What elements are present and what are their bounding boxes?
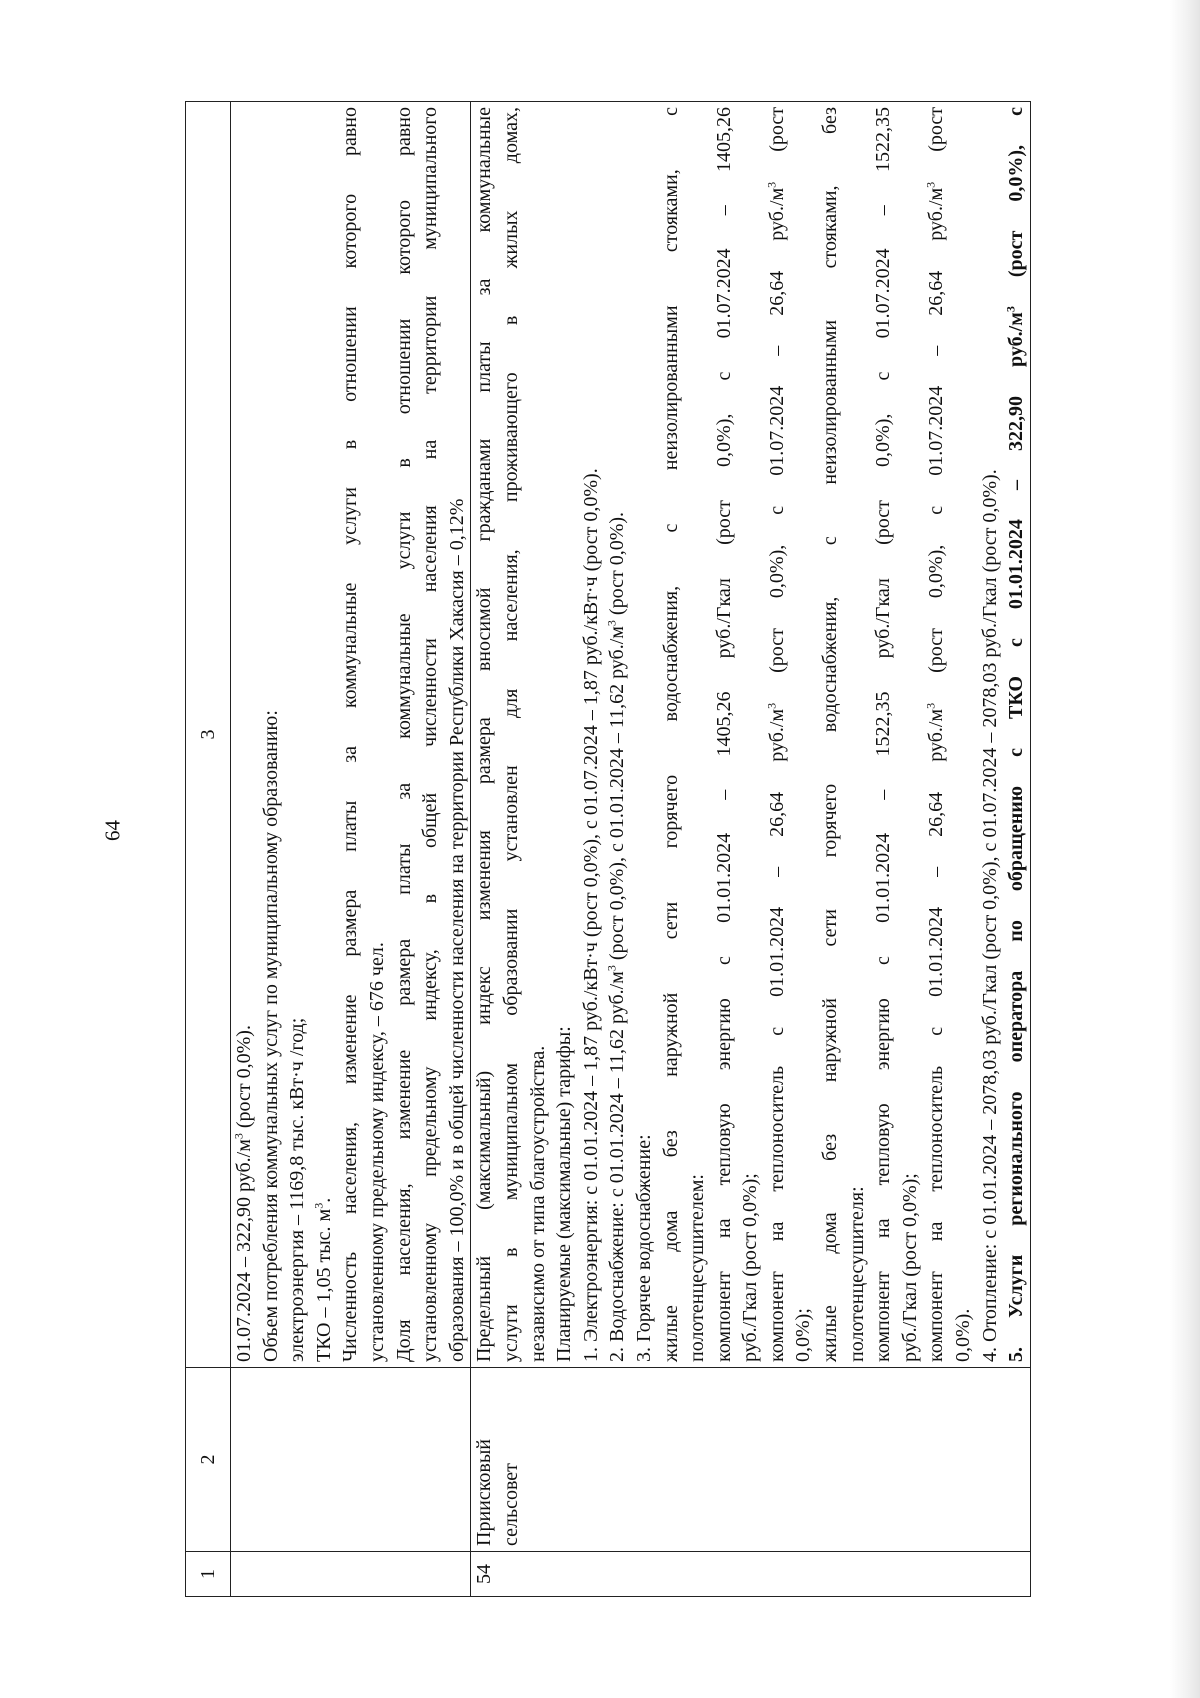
text-line: Планируемые (максимальные) тарифы:	[553, 1026, 576, 1362]
table-row-54	[471, 102, 1030, 1597]
header-col-3: 3	[186, 102, 231, 1368]
text-line: 01.07.2024 – 322,90 $руб./м^3$ (рост 0,0%).	[231, 1025, 255, 1362]
text-line: Предельный (максимальный) индекс изменения размера вносимой гражданами платы за коммунальные	[473, 107, 496, 1362]
text-line: 5. Услуги регионального оператора по обращению с ТКО с 01.01.2024 – 322,90 $руб./м^3$ (рост 0,0%), с	[1003, 107, 1028, 1362]
text-line: 0,0%).	[952, 1308, 975, 1362]
text-line: Численность населения, изменение размера платы за коммунальные услуги в отношении которого равно	[339, 107, 362, 1362]
text-line: руб./Гкал (рост 0,0%);	[739, 1173, 762, 1362]
text-line: ТКО – 1,05 тыс. $м^3$.	[311, 1197, 335, 1362]
text-line: 2. Водоснабжение: с 01.01.2024 – 11,62 $руб./м^3$ (рост 0,0%), с 01.01.2024 – 11,62 $руб./м^3$ (рост 0,0%).	[604, 511, 629, 1362]
municipality-cell: Приисковый сельсовет	[471, 1368, 1030, 1552]
description-cell	[231, 102, 471, 1368]
text-line: полотенцесушителя:	[845, 1186, 868, 1362]
row-number-cell	[231, 1552, 471, 1597]
text-line: 3. Горячее водоснабжение:	[632, 1134, 655, 1362]
municipality-cell	[231, 1368, 471, 1552]
rotated-table-container	[185, 102, 1190, 1597]
description-cell	[471, 102, 1030, 1368]
text-line: компонент на тепловую энергию с 01.01.2024 – 1405,26 руб./Гкал (рост 0,0%), с 01.07.2024 – 1405,26	[712, 107, 735, 1362]
header-col-1: 1	[186, 1552, 231, 1597]
text-line: компонент на теплоноситель с 01.01.2024 – 26,64 $руб./м^3$ (рост 0,0%), с 01.07.2024 – 26,64 $руб./м^3$ (рост	[923, 107, 948, 1362]
header-row	[186, 102, 231, 1597]
text-line: 0,0%);	[792, 1308, 815, 1362]
text-line: полотенцесушителем:	[686, 1174, 709, 1362]
text-line: Объем потребления коммунальных услуг по муниципальному образованию:	[259, 710, 282, 1362]
text-line: жилые дома без наружной сети горячего водоснабжения, с неизолированными стояками, без	[819, 107, 842, 1362]
tariff-table	[185, 101, 1031, 1597]
table-row-continued	[231, 102, 471, 1597]
row-number-cell: 54	[471, 1552, 1030, 1597]
text-line: установленному предельному индексу, – 676 чел.	[365, 942, 388, 1362]
text-line: жилые дома без наружной сети горячего водоснабжения, с неизолированными стояками, с	[659, 107, 682, 1362]
text-line: компонент на тепловую энергию с 01.01.2024 – 1522,35 руб./Гкал (рост 0,0%), с 01.07.2024 – 1522,35	[872, 107, 895, 1362]
text-line: электроэнергия – 1169,8 тыс. кВт·ч /год;	[286, 1017, 309, 1362]
page-number: 64	[100, 820, 125, 841]
text-line: Доля населения, изменение размера платы за коммунальные услуги в отношении которого равно	[392, 107, 415, 1362]
text-line: услуги в муниципальном образовании установлен для населения, проживающего в жилых домах,	[499, 107, 522, 1362]
text-line: образования – 100,0% и в общей численности населения на территории Республики Хакасия – 0,12%	[445, 498, 468, 1362]
text-line: независимо от типа благоустройства.	[526, 1045, 549, 1362]
text-line: руб./Гкал (рост 0,0%);	[898, 1173, 921, 1362]
text-line: 1. Электроэнергия: с 01.01.2024 – 1,87 руб./кВт·ч (рост 0,0%), с 01.07.2024 – 1,87 руб./кВт·ч (рост 0,0%).	[579, 468, 602, 1362]
header-col-2: 2	[186, 1368, 231, 1552]
text-line: 4. Отопление: с 01.01.2024 – 2078,03 руб./Гкал (рост 0,0%), с 01.07.2024 – 2078,03 руб./Гкал (рост 0,0%).	[978, 469, 1001, 1362]
text-line: установленному предельному индексу, в общей численности населения на территории муниципального	[419, 107, 442, 1362]
text-line: компонент на теплоноситель с 01.01.2024 – 26,64 $руб./м^3$ (рост 0,0%), с 01.07.2024 – 26,64 $руб./м^3$ (рост	[764, 107, 788, 1362]
